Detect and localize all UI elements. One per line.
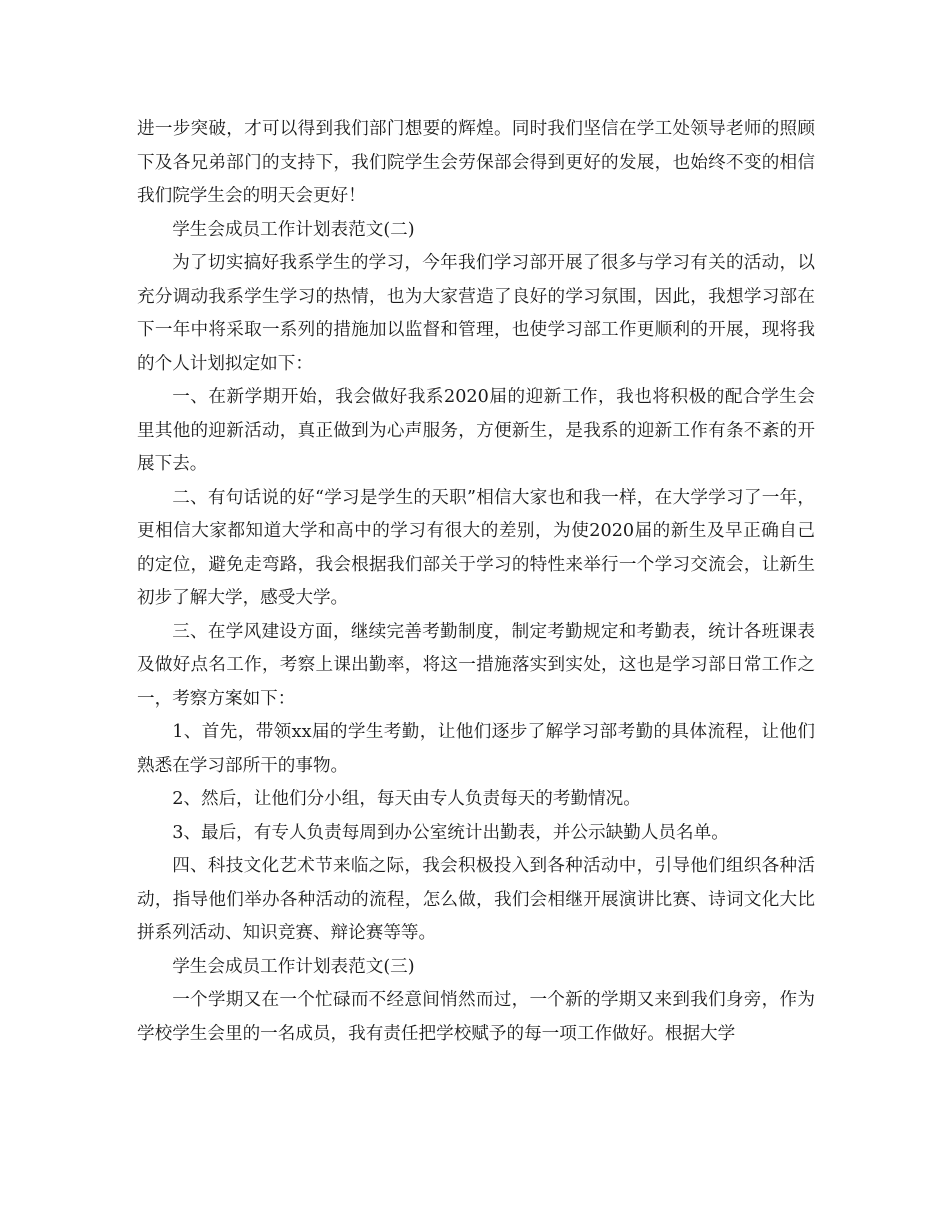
paragraph-subitem-2: 2、然后，让他们分小组，每天由专人负责每天的考勤情况。 (172, 789, 641, 809)
paragraph-subitem-1: 1、首先，带领xx届的学生考勤，让他们逐步了解学习部考勤的具体流程，让他们熟悉在学习部所干的事物。 (137, 722, 815, 776)
section-heading-2: 学生会成员工作计划表范文(二) (172, 219, 415, 240)
paragraph-subitem-3: 3、最后，有专人负责每周到办公室统计出勤表，并公示缺勤人员名单。 (172, 822, 729, 843)
paragraph-section-3-intro: 一个学期又在一个忙碌而不经意间悄然而过，一个新的学期又来到我们身旁，作为学校学生会里的一名成员，我有责任把学校赋予的每一项工作做好。根据大学 (137, 990, 815, 1044)
document-body (137, 113, 815, 1051)
paragraph-intro: 为了切实搞好我系学生的学习，今年我们学习部开展了很多与学习有关的活动，以充分调动我系学生学习的热情，也为大家营造了良好的学习氛围，因此，我想学习部在下一年中将采取一系列的措施加以监督和管理，也使学习部工作更顺利的开展，现将我的个人计划拟定如下： (137, 253, 815, 374)
paragraph-item-4: 四、科技文化艺术节来临之际，我会积极投入到各种活动中，引导他们组织各种活动，指导他们举办各种活动的流程，怎么做，我们会相继开展演讲比赛、诗词文化大比拼系列活动、知识竞赛、辩论赛等等。 (137, 856, 815, 943)
paragraph-item-3: 三、在学风建设方面，继续完善考勤制度，制定考勤规定和考勤表，统计各班课表及做好点名工作，考察上课出勤率，将这一措施落实到实处，这也是学习部日常工作之一，考察方案如下： (137, 621, 815, 709)
paragraph-item-2: 二、有句话说的好“学习是学生的天职”相信大家也和我一样，在大学学习了一年，更相信大家都知道大学和高中的学习有很大的差别，为使2020届的新生及早正确自己的定位，避免走弯路，我会根据我们部关于学习的特性来举行一个学习交流会，让新生初步了解大学，感受大学。 (137, 487, 815, 608)
paragraph-continuation: 进一步突破，才可以得到我们部门想要的辉煌。同时我们坚信在学工处领导老师的照顾下及各兄弟部门的支持下，我们院学生会劳保部会得到更好的发展，也始终不变的相信我们院学生会的明天会更好！ (137, 119, 815, 206)
paragraph-item-1: 一、在新学期开始，我会做好我系2020届的迎新工作，我也将积极的配合学生会里其他的迎新活动，真正做到为心声服务，方便新生，是我系的迎新工作有条不紊的开展下去。 (137, 387, 815, 474)
section-heading-3: 学生会成员工作计划表范文(三) (172, 956, 415, 977)
